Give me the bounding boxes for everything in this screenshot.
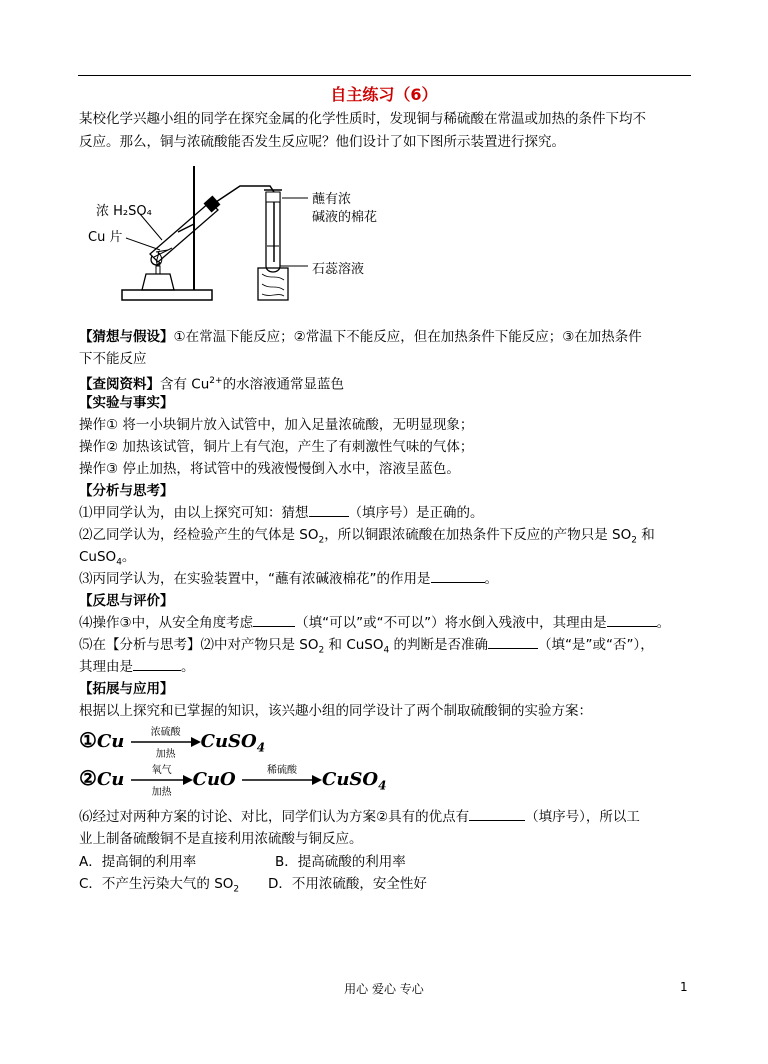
q6-blank[interactable] bbox=[469, 806, 525, 821]
hypothesis-line-1 bbox=[79, 326, 642, 348]
q3-text-a: ⑶丙同学认为，在实验装置中，“蘸有浓碱液棉花”的作用是 bbox=[79, 571, 431, 587]
intro-line-2: 反应。那么，铜与浓硫酸能否发生反应呢？他们设计了如下图所示装置进行探究。 bbox=[79, 134, 565, 150]
q2-text-d: CuSO bbox=[79, 549, 117, 565]
intro-line-1: 某校化学兴趣小组的同学在探究金属的化学性质时，发现铜与稀硫酸在常温或加热的条件下均不 bbox=[79, 111, 646, 127]
option-c-sub: 2 bbox=[233, 884, 240, 895]
q2-text-b: ，所以铜跟浓硫酸在加热条件下反应的产物只是 SO bbox=[324, 527, 632, 543]
q4-blank-2[interactable] bbox=[607, 612, 657, 627]
scheme-2-num: ② bbox=[79, 766, 97, 790]
reference-text-b: 的水溶液通常显蓝色 bbox=[222, 376, 345, 393]
q1-text-b: （填序号）是正确的。 bbox=[348, 505, 484, 521]
page-title: 自主练习（6） bbox=[330, 85, 438, 104]
analysis-q3 bbox=[79, 568, 498, 590]
q5-blank-1[interactable] bbox=[488, 634, 538, 649]
scheme-1-arrow-top: 浓硫酸 bbox=[150, 727, 181, 738]
scheme-1-arrow bbox=[131, 727, 201, 760]
scheme-1-product-sub: 4 bbox=[256, 740, 266, 755]
analysis-heading: 【分析与思考】 bbox=[79, 483, 174, 499]
q3-blank[interactable] bbox=[431, 568, 485, 583]
extension-heading: 【拓展与应用】 bbox=[79, 681, 174, 697]
q5-blank-2[interactable] bbox=[133, 656, 181, 671]
option-b[interactable]: B．提高硫酸的利用率 bbox=[275, 854, 406, 870]
page-footer: 用心 爱心 专心 bbox=[344, 982, 424, 996]
q1-text-a: ⑴甲同学认为，由以上探究可知：猜想 bbox=[79, 505, 309, 521]
q5-text-c: 的判断是否准确 bbox=[389, 637, 489, 653]
analysis-q2 bbox=[79, 524, 655, 552]
q6-line-1 bbox=[79, 806, 640, 828]
q5-text-d: （填“是”或“否”）， bbox=[538, 637, 654, 653]
label-litmus: 石蕊溶液 bbox=[312, 262, 365, 277]
label-cu-piece: Cu 片 bbox=[88, 230, 123, 245]
scheme-2-arrow-1 bbox=[131, 765, 193, 798]
scheme-2-arrow-2 bbox=[242, 765, 322, 790]
q4-text-b: （填“可以”或“不可以”）将水倒入残液中，其理由是 bbox=[295, 615, 607, 631]
apparatus-figure bbox=[90, 162, 400, 312]
q5-sub-1: 2 bbox=[318, 645, 325, 656]
extension-text: 根据以上探究和已掌握的知识，该兴趣小组的同学设计了两个制取硫酸铜的实验方案： bbox=[79, 703, 592, 719]
page-number: 1 bbox=[680, 980, 688, 994]
reference-sup: 2+ bbox=[209, 376, 223, 386]
scheme-2 bbox=[79, 765, 387, 798]
q2-sub-1: 2 bbox=[318, 535, 325, 546]
hypothesis-text-1: ①在常温下能反应；②常温下不能反应，但在加热条件下能反应；③在加热条件 bbox=[173, 329, 642, 345]
reference-text-a: 含有 Cu bbox=[160, 376, 210, 393]
option-c[interactable] bbox=[79, 872, 239, 895]
q2-sub-3: 4 bbox=[116, 557, 122, 568]
q6-text-b: （填序号），所以工 bbox=[525, 809, 640, 825]
experiment-op-3: 操作③ 停止加热，将试管中的残液慢慢倒入水中，溶液呈蓝色。 bbox=[79, 461, 460, 477]
experiment-op-2: 操作② 加热该试管，铜片上有气泡，产生了有刺激性气味的气体； bbox=[79, 439, 474, 455]
q5-sub-2: 4 bbox=[383, 645, 390, 656]
label-cotton-2: 碱液的棉花 bbox=[312, 210, 378, 225]
q5-text-a: ⑸在【分析与思考】⑵中对产物只是 SO bbox=[79, 637, 319, 653]
q4-blank-1[interactable] bbox=[253, 612, 295, 627]
label-conc-acid: 浓 H₂SO₄ bbox=[96, 204, 152, 219]
analysis-q1 bbox=[79, 502, 484, 524]
q5-text-f: 。 bbox=[181, 659, 195, 675]
scheme-1-arrow-bottom: 加热 bbox=[155, 749, 176, 760]
scheme-2-product: CuSO bbox=[322, 769, 379, 790]
header-rule bbox=[78, 75, 691, 76]
q2-text-a: ⑵乙同学认为，经检验产生的气体是 SO bbox=[79, 527, 319, 543]
q2-sub-2: 2 bbox=[631, 535, 637, 546]
q6-line-2: 业上制备硫酸铜不是直接利用浓硫酸与铜反应。 bbox=[79, 831, 363, 847]
reflection-q5-cont bbox=[79, 656, 195, 678]
label-cotton-1: 蘸有浓 bbox=[312, 192, 352, 207]
option-a[interactable]: A．提高铜的利用率 bbox=[79, 854, 197, 870]
arrow-icon bbox=[242, 774, 322, 786]
scheme-1-num: ① bbox=[79, 728, 97, 752]
q4-text-c: 。 bbox=[656, 615, 671, 631]
scheme-2-mid: CuO bbox=[192, 769, 236, 790]
experiment-heading: 【实验与事实】 bbox=[79, 395, 174, 411]
scheme-1-product: CuSO bbox=[200, 731, 257, 752]
reflection-heading: 【反思与评价】 bbox=[79, 593, 174, 609]
scheme-1 bbox=[79, 727, 266, 760]
hypothesis-heading: 【猜想与假设】 bbox=[79, 329, 174, 345]
scheme-2-arrow-1-top: 氧气 bbox=[151, 765, 172, 776]
reference-heading: 【查阅资料】 bbox=[79, 376, 160, 393]
reflection-q4 bbox=[79, 612, 670, 634]
option-c-text: C．不产生污染大气的 SO bbox=[79, 876, 234, 892]
q2-text-e: 。 bbox=[121, 549, 136, 565]
q3-text-b: 。 bbox=[484, 571, 498, 587]
option-d[interactable]: D．不用浓硫酸，安全性好 bbox=[268, 876, 427, 892]
scheme-2-start: Cu bbox=[96, 769, 125, 790]
q2-text-c: 和 bbox=[636, 527, 655, 543]
scheme-2-arrow-2-top: 稀硫酸 bbox=[267, 765, 298, 776]
q1-blank[interactable] bbox=[309, 502, 349, 517]
scheme-2-product-sub: 4 bbox=[378, 778, 387, 793]
hypothesis-line-2: 下不能反应 bbox=[79, 351, 147, 367]
q5-text-b: 和 CuSO bbox=[324, 637, 384, 653]
q6-text-a: ⑹经过对两种方案的讨论、对比，同学们认为方案②具有的优点有 bbox=[79, 809, 470, 825]
scheme-1-start: Cu bbox=[96, 731, 125, 752]
experiment-op-1: 操作① 将一小块铜片放入试管中，加入足量浓硫酸，无明显现象； bbox=[79, 417, 474, 433]
scheme-2-arrow-1-bottom: 加热 bbox=[151, 787, 172, 798]
q4-text-a: ⑷操作③中，从安全角度考虑 bbox=[79, 615, 254, 631]
q5-text-e: 其理由是 bbox=[79, 659, 133, 675]
